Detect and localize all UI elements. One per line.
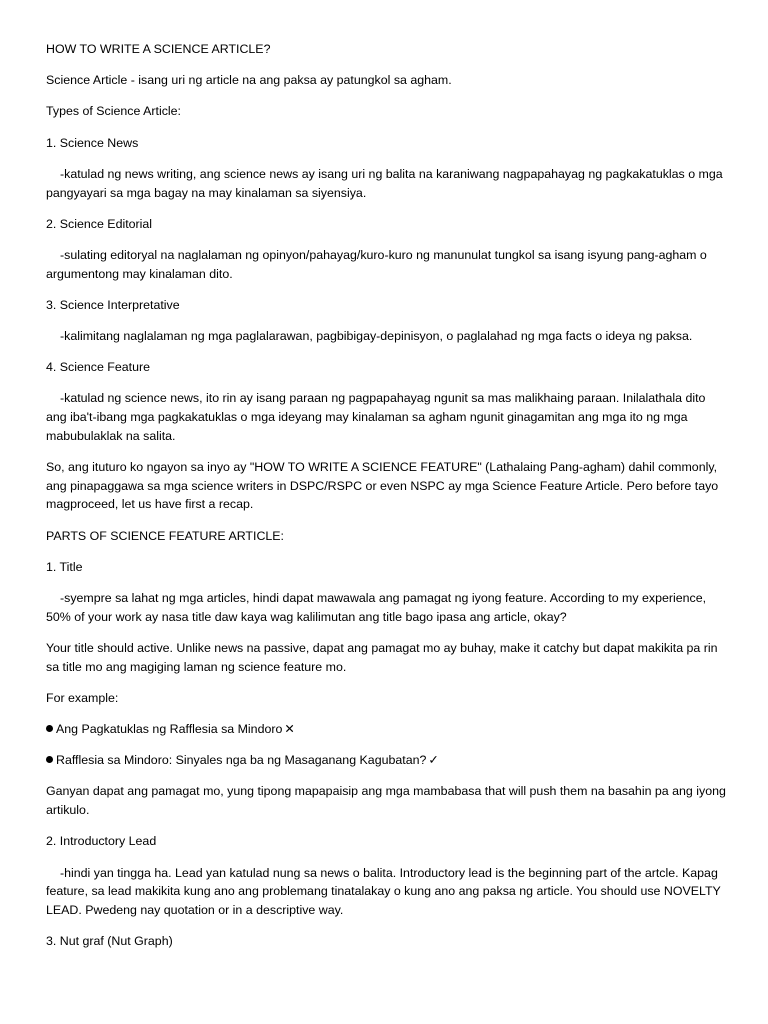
definition-paragraph: Science Article - isang uri ng article na ang paksa ay patungkol sa agham. [46,73,452,88]
bullet-icon [46,756,53,763]
type-heading-science-news: 1. Science News [46,135,139,150]
type-body-science-editorial: -sulating editoryal na naglalaman ng opinyon/pahayag/kuro-kuro ng manunulat tungkol sa isang isyung pang-agham o argumentong may kinalaman dito. [46,247,707,281]
title-guidance-paragraph: Your title should active. Unlike news na passive, dapat ang pamagat mo ay buhay, make it catchy but dapat makikita pa rin sa title mo ang magiging laman ng science feature mo. [46,640,718,674]
example-label: For example: [46,690,119,705]
cross-mark-icon: ✕ [284,722,295,737]
check-mark-icon: ✓ [428,753,439,768]
example-text: Rafflesia sa Mindoro: Sinyales nga ba ng Masaganang Kagubatan? [56,753,427,768]
example-item-good [46,751,726,770]
parts-heading: PARTS OF SCIENCE FEATURE ARTICLE: [46,528,284,543]
types-heading: Types of Science Article: [46,104,181,119]
example-text: Ang Pagkatuklas ng Rafflesia sa Mindoro [56,722,283,737]
document-page [46,40,726,963]
document-title: HOW TO WRITE A SCIENCE ARTICLE? [46,42,271,56]
type-heading-science-interpretative: 3. Science Interpretative [46,297,180,312]
type-heading-science-editorial: 2. Science Editorial [46,216,153,231]
type-body-science-news: -katulad ng news writing, ang science news ay isang uri ng balita na karaniwang nagpapahayag ng pagkakatuklas o mga pangyayari sa mga bagay na may kinalaman sa siyensiya. [46,166,723,200]
type-body-science-feature: -katulad ng science news, ito rin ay isang paraan ng pagpapahayag ngunit sa mas malikhaing paraan. Inilalathala dito ang iba't-ibang mga pagkakatuklas o mga ideyang may kinalaman sa agham ngunit ginagamitan ang mga ito ng mga mabubulaklak na salita. [46,391,706,443]
part-heading-introductory-lead: 2. Introductory Lead [46,834,157,849]
part-heading-title: 1. Title [46,559,83,574]
bullet-icon [46,725,53,732]
part-heading-nut-graf: 3. Nut graf (Nut Graph) [46,934,173,949]
part-body-title: -syempre sa lahat ng mga articles, hindi dapat mawawala ang pamagat ng iyong feature. According to my experience, 50% of your work ay nasa title daw kaya wag kalilimutan ang title bago ipasa ang article, okay? [46,591,707,624]
type-heading-science-feature: 4. Science Feature [46,360,151,375]
type-body-science-interpretative: -kalimitang naglalaman ng mga paglalarawan, pagbibigay-depinisyon, o paglalahad ng mga facts o ideya ng paksa. [60,329,693,344]
part-body-introductory-lead: -hindi yan tingga ha. Lead yan katulad nung sa news o balita. Introductory lead is the beginning part of the artcle. Kapag feature, sa lead makikita kung ano ang problemang tinatalakay o kung ano ang paksa ng article. You should use NOVELTY LEAD. Pwedeng nay quotation or in a descriptive way. [46,865,721,917]
intro-paragraph: So, ang ituturo ko ngayon sa inyo ay "HOW TO WRITE A SCIENCE FEATURE" (Lathalaing Pang-agham) dahil commonly, ang pinapaggawa sa mga science writers in DSPC/RSPC or even NSPC ay mga Science Feature Article. Pero before tayo magproceed, let us have first a recap. [46,460,719,512]
title-closing-paragraph: Ganyan dapat ang pamagat mo, yung tipong mapapaisip ang mga mambabasa that will push them na basahin pa ang iyong artikulo. [46,784,726,818]
example-item-bad [46,720,726,739]
